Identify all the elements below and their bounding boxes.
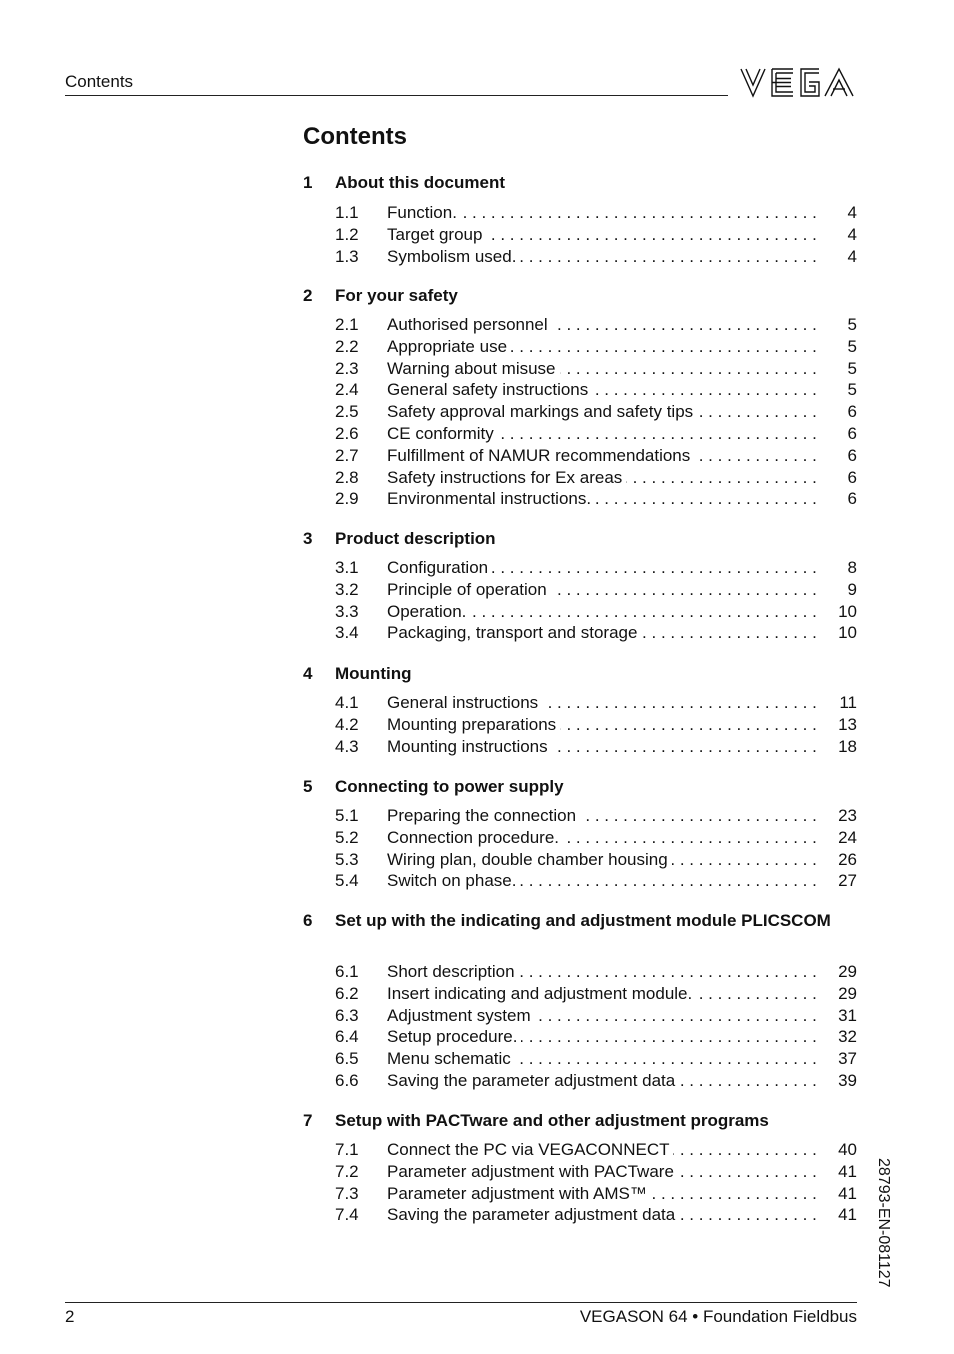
entry-title: Safety approval markings and safety tips xyxy=(387,402,697,421)
entry-title: Packaging, transport and storage xyxy=(387,623,641,642)
toc-entry[interactable] xyxy=(303,358,857,380)
section-title: For your safety xyxy=(335,286,458,305)
entry-title: Configuration xyxy=(387,558,492,577)
entry-leader xyxy=(387,736,819,758)
entry-leader xyxy=(387,1070,819,1092)
entry-number: 4.1 xyxy=(335,693,359,712)
entry-leader xyxy=(387,202,819,224)
entry-leader xyxy=(387,445,819,467)
entry-page: 41 xyxy=(838,1205,857,1225)
entry-title: Mounting preparations xyxy=(387,715,560,734)
entry-page: 6 xyxy=(847,489,857,509)
entry-page: 23 xyxy=(838,806,857,825)
entry-leader xyxy=(387,401,819,423)
entry-title: Fulfillment of NAMUR recommendations xyxy=(387,446,694,465)
entry-number: 2.9 xyxy=(335,489,359,509)
entry-leader xyxy=(387,601,819,623)
entry-title: Switch on phase. xyxy=(387,871,520,890)
entry-number: 7.3 xyxy=(335,1183,359,1203)
footer-rule xyxy=(65,1302,857,1303)
entry-title: Parameter adjustment with AMS™ xyxy=(387,1184,651,1203)
entry-number: 3.3 xyxy=(335,601,359,621)
entry-number: 3.2 xyxy=(335,579,359,599)
vega-logo xyxy=(739,66,857,98)
toc-entry[interactable] xyxy=(303,601,857,623)
entry-title: Preparing the connection xyxy=(387,806,580,825)
toc-entry[interactable] xyxy=(303,336,857,358)
entry-title: Mounting instructions xyxy=(387,737,552,756)
entry-leader xyxy=(387,467,819,489)
entry-page: 6 xyxy=(847,467,857,487)
entry-leader xyxy=(387,358,819,380)
toc-entry[interactable] xyxy=(303,1204,857,1226)
entry-number: 7.1 xyxy=(335,1140,359,1159)
entry-leader xyxy=(387,488,819,510)
entry-leader xyxy=(387,805,819,827)
section-number: 3 xyxy=(303,529,313,548)
section-number: 6 xyxy=(303,911,313,930)
entry-title: General instructions xyxy=(387,693,542,712)
toc-entry[interactable] xyxy=(303,401,857,423)
entry-title: Connect the PC via VEGACONNECT xyxy=(387,1140,673,1159)
toc-entry[interactable] xyxy=(303,557,857,579)
section-title: Product description xyxy=(335,529,496,548)
entry-leader xyxy=(387,1183,819,1205)
entry-page: 5 xyxy=(847,380,857,400)
toc-entry[interactable] xyxy=(303,622,857,644)
toc-entry[interactable] xyxy=(303,314,857,336)
entry-page: 27 xyxy=(838,871,857,891)
section-number: 5 xyxy=(303,777,313,796)
entry-number: 4.3 xyxy=(335,736,359,756)
entry-number: 6.6 xyxy=(335,1071,359,1090)
entry-number: 6.3 xyxy=(335,1005,359,1025)
entry-page: 41 xyxy=(838,1161,857,1181)
entry-page: 6 xyxy=(847,445,857,465)
toc-entry[interactable] xyxy=(303,1070,857,1092)
entry-page: 10 xyxy=(838,601,857,621)
header-label: Contents xyxy=(65,72,134,91)
footer-product: VEGASON 64 • Foundation Fieldbus xyxy=(579,1307,857,1326)
section-number: 4 xyxy=(303,664,313,683)
entry-page: 26 xyxy=(838,849,857,869)
entry-page: 4 xyxy=(847,203,857,222)
entry-leader xyxy=(387,1204,819,1226)
document-code xyxy=(860,1158,900,1308)
entry-page: 5 xyxy=(847,315,857,334)
entry-number: 5.2 xyxy=(335,827,359,847)
section-title: Mounting xyxy=(335,664,412,683)
entry-number: 6.1 xyxy=(335,962,359,981)
entry-number: 2.4 xyxy=(335,380,359,400)
toc-entry[interactable] xyxy=(303,961,857,983)
entry-leader xyxy=(387,246,819,268)
entry-number: 2.7 xyxy=(335,445,359,465)
toc-entry[interactable] xyxy=(303,1048,857,1070)
toc-entry[interactable] xyxy=(303,692,857,714)
toc-entry[interactable] xyxy=(303,224,857,246)
entry-title: Parameter adjustment with PACTware xyxy=(387,1162,678,1181)
toc-entry[interactable] xyxy=(303,1161,857,1183)
entry-number: 7.4 xyxy=(335,1205,359,1225)
entry-number: 7.2 xyxy=(335,1161,359,1181)
entry-leader xyxy=(387,692,819,714)
entry-leader xyxy=(387,622,819,644)
entry-leader xyxy=(387,849,819,871)
toc-entry[interactable] xyxy=(303,805,857,827)
entry-number: 5.4 xyxy=(335,871,359,891)
entry-page: 18 xyxy=(838,736,857,756)
entry-page: 29 xyxy=(838,962,857,981)
toc-entry[interactable] xyxy=(303,1005,857,1027)
toc-entry[interactable] xyxy=(303,423,857,445)
entry-number: 2.8 xyxy=(335,467,359,487)
entry-number: 3.1 xyxy=(335,558,359,577)
entry-title: Target group xyxy=(387,225,486,244)
footer-page-number: 2 xyxy=(65,1307,75,1326)
entry-title: Setup procedure. xyxy=(387,1027,521,1046)
toc-entry[interactable] xyxy=(303,849,857,871)
entry-page: 40 xyxy=(838,1140,857,1159)
entry-title: Adjustment system xyxy=(387,1006,535,1025)
entry-page: 8 xyxy=(847,558,857,577)
section-title: Connecting to power supply xyxy=(335,777,564,796)
entry-leader xyxy=(387,714,819,736)
entry-number: 2.1 xyxy=(335,315,359,334)
toc-entry[interactable] xyxy=(303,488,857,510)
entry-leader xyxy=(387,224,819,246)
entry-leader xyxy=(387,1048,819,1070)
entry-leader xyxy=(387,579,819,601)
entry-page: 5 xyxy=(847,336,857,356)
entry-title: Operation. xyxy=(387,602,470,621)
entry-title: Connection procedure. xyxy=(387,828,563,847)
entry-number: 2.2 xyxy=(335,336,359,356)
entry-number: 1.3 xyxy=(335,246,359,266)
entry-title: Wiring plan, double chamber housing xyxy=(387,850,672,869)
entry-title: Symbolism used. xyxy=(387,247,520,266)
toc-entry[interactable] xyxy=(303,870,857,892)
entry-page: 39 xyxy=(838,1071,857,1090)
entry-leader xyxy=(387,379,819,401)
entry-page: 11 xyxy=(839,693,857,712)
entry-title: CE conformity xyxy=(387,424,498,443)
entry-title: Warning about misuse xyxy=(387,359,560,378)
entry-title: Principle of operation xyxy=(387,580,551,599)
section-title: Setup with PACTware and other adjustment programs xyxy=(335,1111,769,1130)
entry-page: 4 xyxy=(847,224,857,244)
page-title: Contents xyxy=(303,123,407,150)
entry-leader xyxy=(387,1161,819,1183)
entry-number: 2.6 xyxy=(335,424,359,443)
entry-page: 37 xyxy=(838,1049,857,1069)
entry-number: 6.2 xyxy=(335,983,359,1003)
section-title: About this document xyxy=(335,173,505,192)
entry-leader xyxy=(387,961,819,983)
toc-entry[interactable] xyxy=(303,246,857,268)
entry-title: Function. xyxy=(387,203,461,222)
entry-title: Safety instructions for Ex areas xyxy=(387,468,626,487)
entry-leader xyxy=(387,983,819,1005)
section-number: 1 xyxy=(303,173,313,192)
toc-entry[interactable] xyxy=(303,1139,857,1161)
toc-entry[interactable] xyxy=(303,983,857,1005)
entry-page: 31 xyxy=(838,1005,857,1025)
entry-leader xyxy=(387,1139,819,1161)
section-title: Set up with the indicating and adjustment module PLICSCOM xyxy=(335,911,831,930)
toc-entry[interactable] xyxy=(303,827,857,849)
toc-entry[interactable] xyxy=(303,1183,857,1205)
entry-page: 24 xyxy=(838,827,857,847)
entry-title: Environmental instructions. xyxy=(387,489,595,508)
toc-entry[interactable] xyxy=(303,467,857,489)
entry-title: Menu schematic xyxy=(387,1049,515,1068)
entry-number: 3.4 xyxy=(335,623,359,643)
entry-page: 4 xyxy=(847,246,857,266)
entry-leader xyxy=(387,423,819,445)
entry-title: Saving the parameter adjustment data xyxy=(387,1205,679,1224)
section-number: 2 xyxy=(303,286,313,305)
entry-page: 6 xyxy=(847,402,857,422)
toc-entry[interactable] xyxy=(303,714,857,736)
entry-number: 5.3 xyxy=(335,849,359,869)
toc-entry[interactable] xyxy=(303,445,857,467)
entry-page: 9 xyxy=(847,579,857,599)
entry-leader xyxy=(387,557,819,579)
entry-leader xyxy=(387,1005,819,1027)
entry-page: 5 xyxy=(847,358,857,378)
entry-leader xyxy=(387,870,819,892)
entry-number: 1.2 xyxy=(335,224,359,244)
entry-title: General safety instructions xyxy=(387,380,592,399)
toc-entry[interactable] xyxy=(303,579,857,601)
toc-entry[interactable] xyxy=(303,1026,857,1048)
entry-page: 10 xyxy=(838,623,857,643)
entry-number: 4.2 xyxy=(335,714,359,734)
entry-number: 5.1 xyxy=(335,806,359,825)
entry-number: 6.5 xyxy=(335,1049,359,1069)
entry-title: Authorised personnel xyxy=(387,315,552,334)
entry-title: Short description xyxy=(387,962,519,981)
entry-leader xyxy=(387,314,819,336)
document-code-text: 28793-EN-081127 xyxy=(875,1158,892,1288)
entry-page: 13 xyxy=(838,714,857,734)
entry-number: 2.5 xyxy=(335,402,359,422)
entry-page: 29 xyxy=(838,983,857,1003)
entry-number: 1.1 xyxy=(335,203,359,222)
entry-leader xyxy=(387,1026,819,1048)
entry-page: 41 xyxy=(838,1183,857,1203)
toc-entry[interactable] xyxy=(303,379,857,401)
entry-number: 6.4 xyxy=(335,1027,359,1047)
entry-page: 32 xyxy=(838,1027,857,1047)
entry-leader xyxy=(387,336,819,358)
entry-number: 2.3 xyxy=(335,358,359,378)
entry-title: Appropriate use xyxy=(387,337,511,356)
toc-entry[interactable] xyxy=(303,736,857,758)
section-number: 7 xyxy=(303,1111,313,1130)
entry-title: Saving the parameter adjustment data xyxy=(387,1071,679,1090)
entry-leader xyxy=(387,827,819,849)
toc-entry[interactable] xyxy=(303,202,857,224)
entry-title: Insert indicating and adjustment module. xyxy=(387,984,696,1003)
header-rule xyxy=(65,95,728,96)
entry-page: 6 xyxy=(847,424,857,443)
